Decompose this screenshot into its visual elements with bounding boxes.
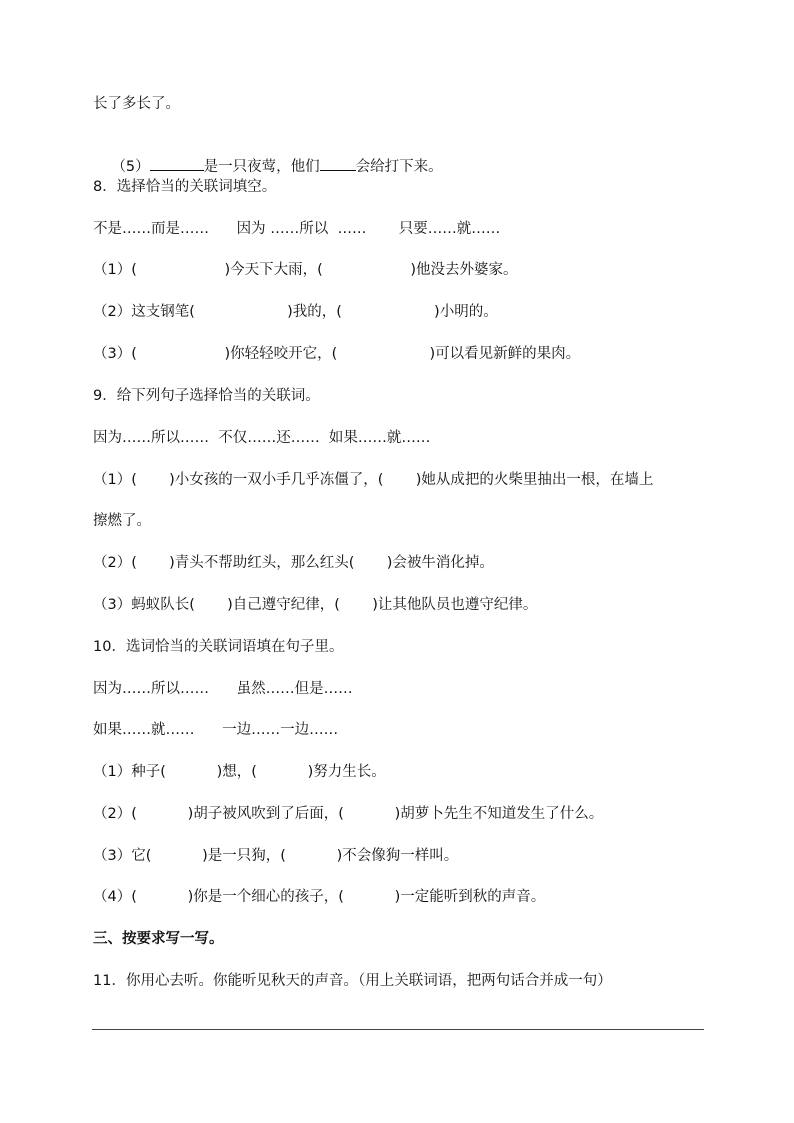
q10-title: 10．选词恰当的关联词语填在句子里。 — [93, 639, 344, 655]
q8-item-3: （3）( )你轻轻咬开它，( )可以看见新鲜的果肉。 — [93, 346, 581, 362]
q7-item-5-end: 会给打下来。 — [355, 159, 443, 175]
q9-title: 9．给下列句子选择恰当的关联词。 — [93, 388, 320, 404]
q10-item-1: （1）种子( )想，( )努力生长。 — [93, 764, 386, 780]
q9-item-1-line-2: 擦燃了。 — [93, 513, 151, 529]
q7-item-5-blank-2[interactable] — [320, 156, 356, 171]
q9-item-1-line-1: （1）( )小女孩的一双小手几乎冻僵了，( )她从成把的火柴里抽出一根，在墙上 — [93, 472, 654, 488]
section-3-heading: 三、按要求写一写。 — [93, 931, 224, 947]
q9-item-3: （3）蚂蚁队长( )自己遵守纪律，( )让其他队员也遵守纪律。 — [93, 597, 538, 613]
q7-item-5-blank-1[interactable] — [150, 156, 204, 171]
q8-title: 8．选择恰当的关联词填空。 — [93, 179, 277, 195]
q8-item-2: （2）这支钢笔( )我的，( )小明的。 — [93, 304, 498, 320]
q10-options-1: 因为……所以…… 虽然……但是…… — [93, 681, 353, 697]
carryover-text: 长了多长了。 — [93, 96, 180, 112]
q11-answer-line[interactable] — [92, 1029, 704, 1030]
q9-options: 因为……所以…… 不仅……还…… 如果……就…… — [93, 430, 431, 446]
q10-item-3: （3）它( )是一只狗，( )不会像狗一样叫。 — [93, 848, 459, 864]
q10-item-2: （2）( )胡子被风吹到了后面，( )胡萝卜先生不知道发生了什么。 — [93, 806, 604, 822]
q8-options: 不是……而是…… 因为 ……所以 …… 只要……就…… — [93, 221, 501, 237]
q7-item-5-number: （5） — [111, 159, 150, 175]
q10-item-4: （4）( )你是一个细心的孩子，( )一定能听到秋的声音。 — [93, 889, 546, 905]
q11-title: 11．你用心去听。你能听见秋天的声音。（用上关联词语，把两句话合并成一句） — [93, 973, 612, 989]
q7-item-5-middle: 是一只夜莺，他们 — [203, 159, 320, 175]
q8-item-1: （1）( )今天下大雨，( )他没去外婆家。 — [93, 262, 518, 278]
q9-item-2: （2）( )青头不帮助红头，那么红头( )会被牛消化掉。 — [93, 555, 494, 571]
q10-options-2: 如果……就…… 一边……一边…… — [93, 722, 339, 738]
